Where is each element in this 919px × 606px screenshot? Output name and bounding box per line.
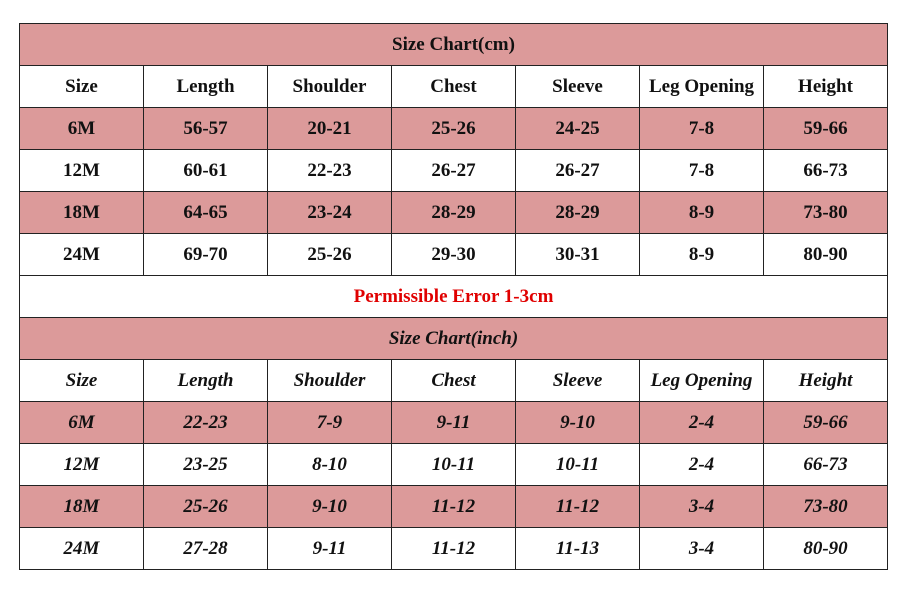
- table-cell: 22-23: [144, 402, 268, 444]
- cm_table-header-cell: Leg Opening: [640, 66, 764, 108]
- cm_table-header-cell: Length: [144, 66, 268, 108]
- table-cell: 59-66: [764, 108, 888, 150]
- table-cell: 60-61: [144, 150, 268, 192]
- table-cell: 7-8: [640, 150, 764, 192]
- table-cell: 9-11: [268, 528, 392, 570]
- table-cell: 23-25: [144, 444, 268, 486]
- inch_table-header-cell: Height: [764, 360, 888, 402]
- inch_table-header-row: [20, 360, 888, 402]
- table-cell: 27-28: [144, 528, 268, 570]
- table-row: [20, 150, 888, 192]
- table-cell: 20-21: [268, 108, 392, 150]
- table-row: [20, 108, 888, 150]
- table-cell: 28-29: [516, 192, 640, 234]
- table-cell: 56-57: [144, 108, 268, 150]
- cm_table-title: Size Chart(cm): [20, 24, 888, 66]
- table-cell: 25-26: [392, 108, 516, 150]
- table-cell: 73-80: [764, 192, 888, 234]
- cm_table-header-cell: Size: [20, 66, 144, 108]
- inch_table-header-cell: Chest: [392, 360, 516, 402]
- table-cell: 7-8: [640, 108, 764, 150]
- table-cell: 12M: [20, 444, 144, 486]
- table-cell: 30-31: [516, 234, 640, 276]
- table-cell: 18M: [20, 486, 144, 528]
- cm_table-header-cell: Height: [764, 66, 888, 108]
- table-cell: 69-70: [144, 234, 268, 276]
- table-cell: 24M: [20, 528, 144, 570]
- table-cell: 25-26: [268, 234, 392, 276]
- table-cell: 24M: [20, 234, 144, 276]
- inch_table-header-cell: Sleeve: [516, 360, 640, 402]
- table-row: [20, 402, 888, 444]
- table-row: [20, 192, 888, 234]
- table-cell: 22-23: [268, 150, 392, 192]
- table-cell: 9-11: [392, 402, 516, 444]
- permissible-error-note: Permissible Error 1-3cm: [20, 276, 888, 318]
- table-cell: 10-11: [392, 444, 516, 486]
- cm_table-title-row: [20, 24, 888, 66]
- table-cell: 66-73: [764, 444, 888, 486]
- table-cell: 3-4: [640, 528, 764, 570]
- inch_table-header-cell: Leg Opening: [640, 360, 764, 402]
- table-row: [20, 528, 888, 570]
- table-cell: 80-90: [764, 528, 888, 570]
- table-cell: 8-9: [640, 234, 764, 276]
- table-cell: 11-12: [516, 486, 640, 528]
- table-cell: 28-29: [392, 192, 516, 234]
- cm_table-header-cell: Sleeve: [516, 66, 640, 108]
- table-cell: 80-90: [764, 234, 888, 276]
- cm_table-header-cell: Shoulder: [268, 66, 392, 108]
- cm_table-header-row: [20, 66, 888, 108]
- inch_table-title-row: [20, 318, 888, 360]
- cm_table-header-cell: Chest: [392, 66, 516, 108]
- table-cell: 6M: [20, 402, 144, 444]
- inch_table-header-cell: Shoulder: [268, 360, 392, 402]
- table-cell: 12M: [20, 150, 144, 192]
- table-cell: 11-12: [392, 528, 516, 570]
- table-cell: 11-12: [392, 486, 516, 528]
- table-cell: 6M: [20, 108, 144, 150]
- table-cell: 2-4: [640, 444, 764, 486]
- table-cell: 26-27: [392, 150, 516, 192]
- table-cell: 3-4: [640, 486, 764, 528]
- table-cell: 66-73: [764, 150, 888, 192]
- table-cell: 7-9: [268, 402, 392, 444]
- inch_table-header-cell: Size: [20, 360, 144, 402]
- table-row: [20, 444, 888, 486]
- permissible-error-row: [20, 276, 888, 318]
- table-cell: 11-13: [516, 528, 640, 570]
- table-cell: 24-25: [516, 108, 640, 150]
- inch_table-title: Size Chart(inch): [20, 318, 888, 360]
- table-cell: 59-66: [764, 402, 888, 444]
- table-row: [20, 486, 888, 528]
- table-cell: 26-27: [516, 150, 640, 192]
- table-cell: 23-24: [268, 192, 392, 234]
- size-chart-table: [19, 23, 888, 570]
- table-cell: 25-26: [144, 486, 268, 528]
- table-row: [20, 234, 888, 276]
- table-cell: 73-80: [764, 486, 888, 528]
- table-cell: 8-10: [268, 444, 392, 486]
- table-cell: 64-65: [144, 192, 268, 234]
- table-cell: 2-4: [640, 402, 764, 444]
- size-chart-body: [20, 24, 888, 570]
- table-cell: 9-10: [268, 486, 392, 528]
- inch_table-header-cell: Length: [144, 360, 268, 402]
- table-cell: 8-9: [640, 192, 764, 234]
- table-cell: 29-30: [392, 234, 516, 276]
- table-cell: 10-11: [516, 444, 640, 486]
- table-cell: 18M: [20, 192, 144, 234]
- table-cell: 9-10: [516, 402, 640, 444]
